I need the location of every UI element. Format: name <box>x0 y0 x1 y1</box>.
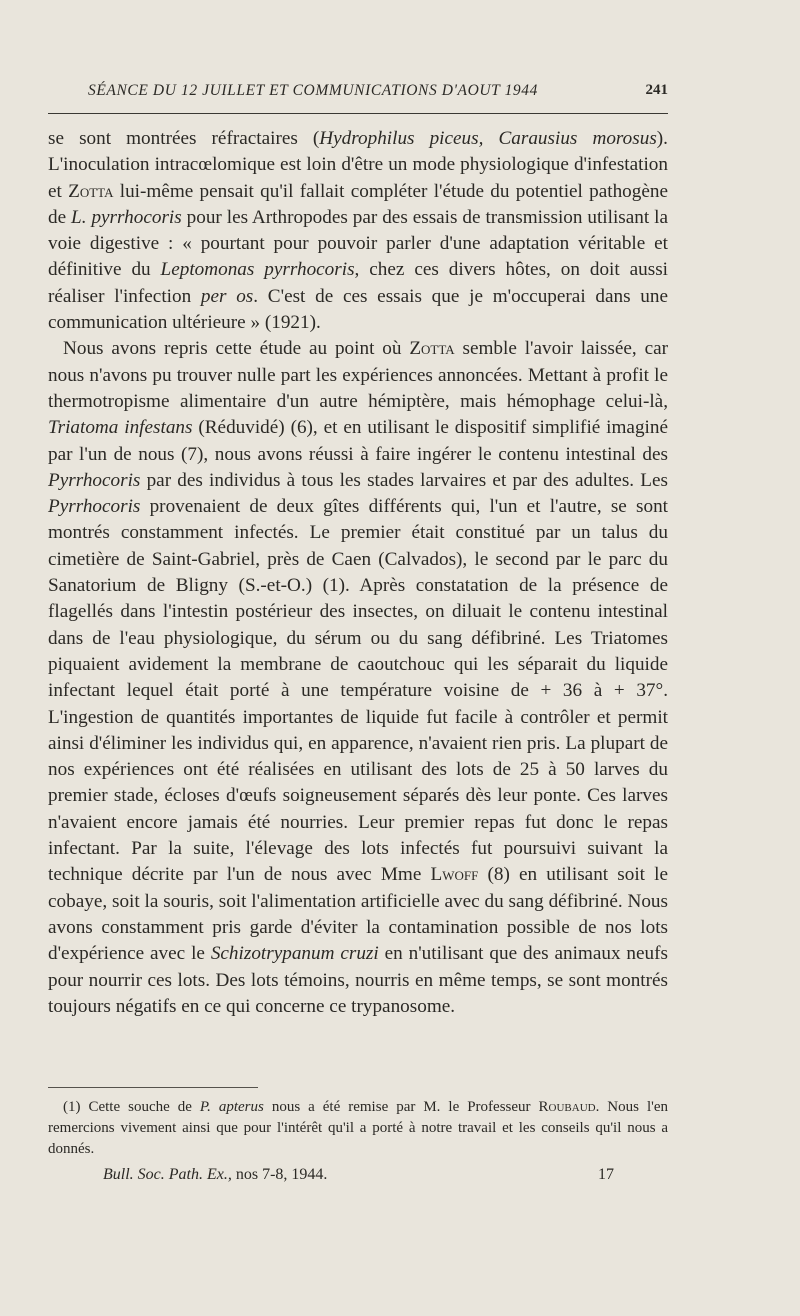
running-header <box>48 76 668 102</box>
sheet-number: 17 <box>598 1166 614 1183</box>
journal-citation <box>103 1166 327 1184</box>
latin-phrase: per os <box>200 285 254 307</box>
species-name: Schizotrypanum cruzi <box>210 943 379 965</box>
journal-name: Bull. Soc. Path. Ex., <box>103 1166 232 1183</box>
author-name: Lwoff <box>430 864 479 886</box>
text-run: (Réduvidé) (6), et en utilisant le dispositif simplifié imaginé par l'un de nous (7), nous avons réussi à faire ingérer le contenu intestinal des <box>48 417 668 465</box>
header-title: SÉANCE DU 12 JUILLET ET COMMUNICATIONS D'AOUT 1944 <box>88 82 538 99</box>
header-rule <box>48 113 668 114</box>
text-run: nous a été remise par M. le Professeur <box>263 1099 539 1115</box>
author-name: Zotta <box>409 338 455 360</box>
footnote <box>48 1097 668 1160</box>
page-number: 241 <box>645 82 668 98</box>
text-run: (1) Cette souche de <box>63 1099 200 1115</box>
body-text <box>48 126 668 1020</box>
text-run: en n'utilisant que des animaux neufs pour nourrir ces lots. Des lots témoins, nourris en même temps, se sont montrés toujours négatifs en ce qui concerne ce trypanosome. <box>48 943 668 1017</box>
species-name: Hydrophilus piceus, Carausius morosus <box>319 128 657 149</box>
text-run: par des individus à tous les stades larvaires et par des adultes. Les <box>140 469 668 491</box>
footnote-text <box>48 1097 668 1160</box>
text-run: (8) en utilisant soit le cobaye, soit la souris, soit l'alimentation artificielle avec du sang défibriné. Nous avons constamment pris garde d'éviter la contamination possible de nos lots d'expérience avec le <box>48 864 668 965</box>
text-run: semble l'avoir laissée, car nous n'avons pu trouver nulle part les expériences annoncées. Mettant à profit le thermotropisme alimentaire d'un autre hémiptère, mais hémophage celui-là, <box>48 338 668 412</box>
paragraph-2 <box>48 336 668 1020</box>
species-name: P. apterus <box>199 1099 264 1115</box>
species-name: Leptomonas pyrrhocoris <box>160 259 355 281</box>
species-name: Pyrrhocoris <box>48 469 141 491</box>
text-run: ). L'inoculation intracœlomique est loin d'être un mode physiologique d'infestation et <box>48 128 668 202</box>
footnote-rule <box>48 1087 258 1088</box>
author-name: Roubaud <box>538 1099 596 1115</box>
text-run: , chez ces divers hôtes, on doit aussi réaliser l'infection <box>48 259 668 307</box>
text-run: . C'est de ces essais que je m'occuperai dans une communication ultérieure » (1921). <box>48 285 668 334</box>
text-run: se sont montrées réfractaires ( <box>48 128 320 149</box>
text-run: provenaient de deux gîtes différents qui, l'un et l'autre, se sont montrés constamment infectés. Le premier était constitué par un talus du cimetière de Saint-Gabriel, près de Caen (Calvados), le second par le parc du Sanatorium de Bligny (S.-et-O.) (1). Après constatation de la présence de flagellés dans l'intestin postérieur des insectes, on diluait le contenu intestinal dans de l'eau physiologique, du sérum ou du sang défibriné. Les Triatomes piquaient avidement la membrane de caoutchouc qui les séparait du liquide infectant lequel était porté à une température voisine de + 36 à + 37°. L'ingestion de quantités importantes de liquide fut facile à contrôler et permit ainsi d'éliminer les individus qui, en apparence, n'avaient rien pris. La plupart de nos expériences ont été réalisées en utilisant des lots de 25 à 50 larves du premier stade, écloses d'œufs soigneusement séparés dès leur ponte. Ces larves n'avaient encore jamais été nourries. Leur premier repas fut donc le repas infectant. Par la suite, l'élevage des lots infectés fut poursuivi suivant la technique décrite par l'un de nous avec Mme <box>48 496 668 886</box>
species-name: Triatoma infestans <box>48 417 193 439</box>
text-run: Nous avons repris cette étude au point où <box>63 338 410 360</box>
species-name: L. pyrrhocoris <box>71 206 182 228</box>
species-name: Pyrrhocoris <box>48 496 141 518</box>
text-run: . Nous l'en remercions vivement ainsi que pour l'intérêt qu'il a porté à notre travail et les conseils qu'il nous a donnés. <box>48 1099 668 1157</box>
journal-issue: nos 7-8, 1944. <box>235 1166 328 1183</box>
text-run: lui-même pensait qu'il fallait compléter l'étude du potentiel pathogène de <box>48 180 668 228</box>
author-name: Zotta <box>68 180 114 202</box>
text-run: pour les Arthropodes par des essais de transmission utilisant la voie digestive : « pourtant pour pouvoir parler d'une adaptation véritable et définitive du <box>48 206 668 281</box>
paragraph-1 <box>48 126 668 336</box>
